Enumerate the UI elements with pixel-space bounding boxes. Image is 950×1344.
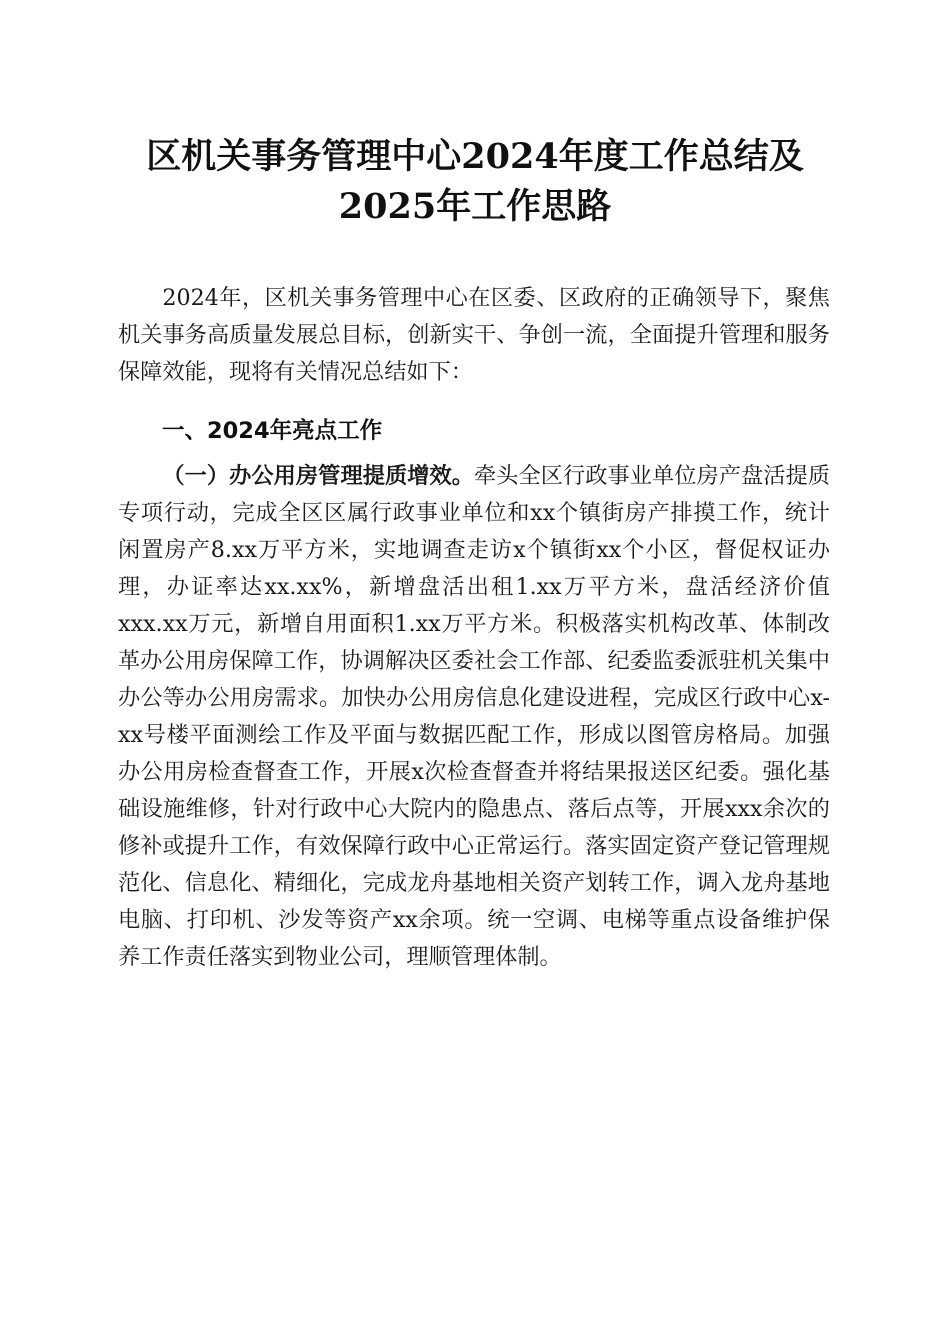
subsection-heading: （一）办公用房管理提质增效。	[162, 463, 474, 489]
section-heading: 一、2024年亮点工作	[162, 418, 383, 444]
document-title-line-2: 2025年工作思路	[338, 186, 612, 227]
intro-paragraph: 2024年，区机关事务管理中心在区委、区政府的正确领导下，聚焦机关事务高质量发展总目标，创新实干、争创一流，全面提升管理和服务保障效能，现将有关情况总结如下：	[118, 285, 830, 385]
document-title-line-1: 区机关事务管理中心2024年度工作总结及	[146, 136, 804, 177]
body-paragraph	[118, 458, 830, 976]
subsection-body: 牵头全区行政事业单位房产盘活提质专项行动，完成全区区属行政事业单位和xx个镇街房产排摸工作，统计闲置房产8.xx万平方米，实地调查走访x个镇街xx个小区，督促权证办理，办证率达xx.xx%，新增盘活出租1.xx万平方米，盘活经济价值xxx.xx万元，新增自用面积1.xx万平方米。积极落实机构改革、体制改革办公用房保障工作，协调解决区委社会工作部、纪委监委派驻机关集中办公等办公用房需求。加快办公用房信息化建设进程，完成区行政中心x-xx号楼平面测绘工作及平面与数据匹配工作，形成以图管房格局。加强办公用房检查督查工作，开展x次检查督查并将结果报送区纪委。强化基础设施维修，针对行政中心大院内的隐患点、落后点等，开展xxx余次的修补或提升工作，有效保障行政中心正常运行。落实固定资产登记管理规范化、信息化、精细化，完成龙舟基地相关资产划转工作，调入龙舟基地电脑、打印机、沙发等资产xx余项。统一空调、电梯等重点设备维护保养工作责任落实到物业公司，理顺管理体制。	[118, 463, 831, 970]
